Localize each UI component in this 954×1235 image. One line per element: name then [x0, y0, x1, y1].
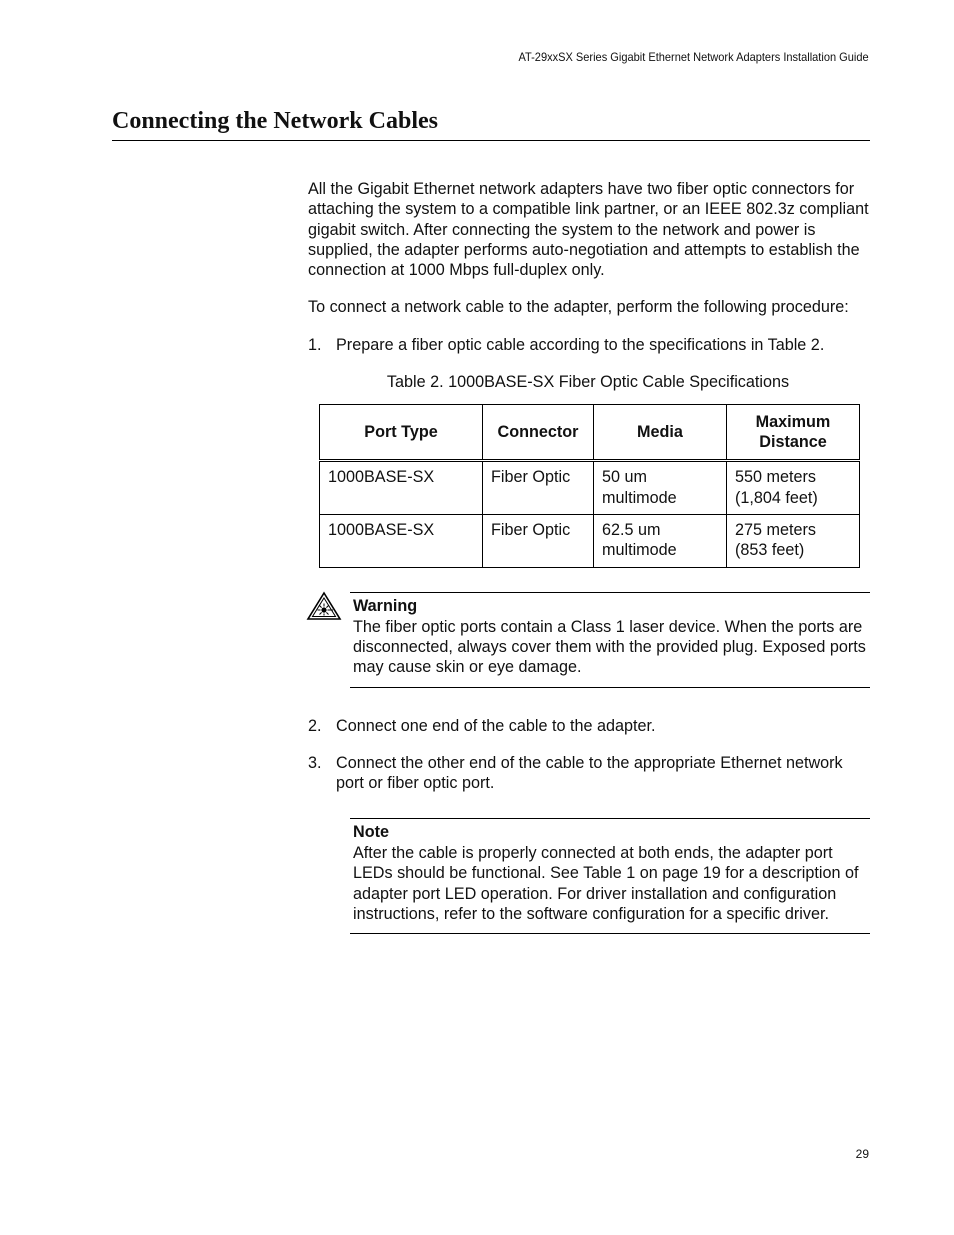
table-cell: 1000BASE-SX [320, 514, 483, 567]
table-cell: Fiber Optic [483, 514, 594, 567]
table-cell: 550 meters (1,804 feet) [727, 461, 860, 515]
column-header-media: Media [594, 405, 727, 461]
note-title: Note [353, 822, 389, 841]
step-text: Connect one end of the cable to the adapter. [336, 716, 656, 735]
table-cell: 275 meters (853 feet) [727, 514, 860, 567]
column-header-maximum-distance: Maximum Distance [727, 405, 860, 461]
laser-warning-icon [306, 591, 342, 621]
table-cell: Fiber Optic [483, 461, 594, 515]
table-cell: 1000BASE-SX [320, 461, 483, 515]
main-content [308, 179, 870, 962]
warning-text: The fiber optic ports contain a Class 1 laser device. When the ports are disconnected, always cover them with the provided plug. Exposed ports may cause skin or eye damage. [353, 617, 866, 677]
warning-title: Warning [353, 596, 418, 615]
column-header-connector: Connector [483, 405, 594, 461]
table-header-row [320, 405, 860, 461]
page-number: 29 [855, 1147, 869, 1161]
table-row [320, 461, 860, 515]
step-number: 2. [308, 716, 322, 735]
step-3 [308, 753, 870, 794]
step-text: Prepare a fiber optic cable according to the specifications in Table 2. [336, 335, 825, 354]
warning-callout [350, 592, 870, 688]
step-number: 1. [308, 335, 322, 354]
cable-spec-table [319, 404, 860, 567]
step-text: Connect the other end of the cable to the appropriate Ethernet network port or fiber optic port. [336, 754, 843, 793]
section-title: Connecting the Network Cables [112, 106, 870, 141]
step-number: 3. [308, 754, 322, 773]
column-header-port-type: Port Type [320, 405, 483, 461]
procedure-intro-paragraph: To connect a network cable to the adapter, perform the following procedure: [308, 298, 849, 317]
note-text: After the cable is properly connected at both ends, the adapter port LEDs should be functional. See Table 1 on page 19 for a description of adapter port LED operation. For driver installation and configuration instructions, refer to the software configuration for a specific driver. [353, 843, 859, 923]
table-cell: 50 um multimode [594, 461, 727, 515]
running-header: AT-29xxSX Series Gigabit Ethernet Network Adapters Installation Guide [518, 50, 869, 64]
note-callout [350, 818, 870, 934]
step-1 [308, 335, 870, 355]
table-cell: 62.5 um multimode [594, 514, 727, 567]
intro-paragraph: All the Gigabit Ethernet network adapters have two fiber optic connectors for attaching the system to a compatible link partner, or an IEEE 802.3z compliant gigabit switch. After connecting the system to the network and power is supplied, the adapter performs auto-negotiation and attempts to establish the connection at 1000 Mbps full-duplex only. [308, 180, 869, 280]
table-row [320, 514, 860, 567]
step-2 [308, 716, 870, 736]
table-caption: Table 2. 1000BASE-SX Fiber Optic Cable Specifications [386, 373, 790, 392]
